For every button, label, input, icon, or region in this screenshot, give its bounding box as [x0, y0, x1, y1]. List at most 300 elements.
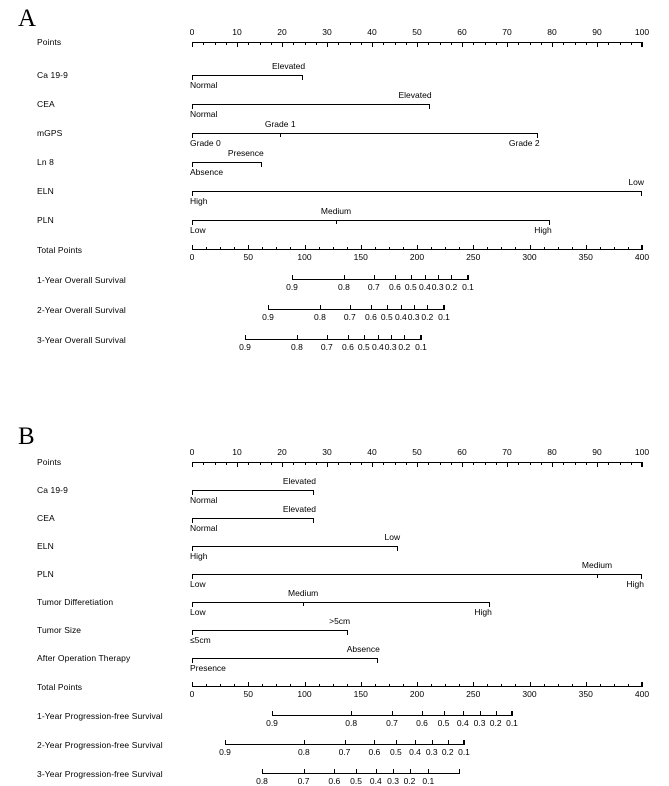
axis-minor-tick [485, 462, 486, 465]
prob-tick [348, 335, 349, 340]
prob-tick-label: 0.6 [365, 312, 377, 322]
prob-tick [404, 335, 405, 340]
level-label: Low [190, 579, 206, 589]
axis-minor-tick [226, 42, 227, 45]
axis-minor-tick [631, 462, 632, 465]
prob-tick [414, 305, 415, 310]
axis-minor-tick [600, 684, 601, 687]
prob-tick [292, 275, 293, 280]
prob-tick-label: 0.1 [438, 312, 450, 322]
prob-tick [396, 740, 397, 745]
axis-tick-label: 250 [466, 689, 481, 699]
prob-tick-label: 0.7 [338, 747, 351, 757]
prob-tick-label: 0.7 [343, 312, 356, 322]
prob-tick-label: 0.5 [357, 342, 370, 352]
level-label: Medium [288, 588, 319, 598]
axis-minor-tick [628, 247, 629, 250]
prob-tick-label: 0.3 [425, 747, 438, 757]
axis-3-year-overall-survival [245, 335, 421, 340]
prob-tick [320, 305, 321, 310]
axis-minor-tick [575, 462, 576, 465]
prob-tick [448, 740, 449, 745]
axis-minor-tick [361, 42, 362, 45]
axis-minor-tick [316, 42, 317, 45]
row-label-1-year-progression-free-survival: 1-Year Progression-free Survival [37, 711, 163, 721]
axis-minor-tick [276, 684, 277, 687]
prob-tick-label: 0.9 [286, 282, 298, 292]
prob-tick-label: 0.4 [369, 776, 382, 786]
axis-tick-label: 90 [592, 447, 602, 457]
axis-major-tick [282, 462, 283, 467]
axis-major-tick [586, 245, 587, 250]
level-tick [303, 602, 304, 606]
axis-tick-label: 0 [189, 252, 195, 262]
axis-tick-label: 80 [547, 27, 557, 37]
axis-minor-tick [350, 42, 351, 45]
prob-tick-label: 0.9 [262, 312, 274, 322]
row-label-cea: CEA [37, 513, 55, 523]
axis-major-tick [642, 245, 643, 250]
level-tick [280, 133, 281, 137]
axis-minor-tick [541, 42, 542, 45]
axis-minor-tick [347, 247, 348, 250]
axis-major-tick [642, 682, 643, 687]
axis-tick-label: 100 [297, 252, 312, 262]
axis-minor-tick [226, 462, 227, 465]
axis-tick-label: 0 [189, 447, 195, 457]
axis-tick-label: 90 [592, 27, 602, 37]
prob-tick-label: 0.1 [415, 342, 427, 352]
axis-minor-tick [403, 247, 404, 250]
prob-tick-label: 0.2 [403, 776, 416, 786]
prob-tick [297, 335, 298, 340]
prob-tick [356, 769, 357, 774]
level-label: High [190, 551, 208, 561]
axis-minor-tick [383, 462, 384, 465]
prob-tick-label: 0.9 [266, 718, 278, 728]
axis-minor-tick [586, 42, 587, 45]
axis-minor-tick [541, 462, 542, 465]
axis-minor-tick [271, 42, 272, 45]
prob-tick-label: 0.7 [297, 776, 310, 786]
prob-tick-label: 0.6 [389, 282, 401, 292]
axis-minor-tick [395, 462, 396, 465]
prob-tick-label: 0.5 [389, 747, 402, 757]
row-label-points: Points [37, 457, 62, 467]
axis-minor-tick [530, 42, 531, 45]
axis-minor-tick [375, 247, 376, 250]
prob-tick-label: 0.5 [350, 776, 362, 786]
axis-minor-tick [451, 462, 452, 465]
axis-minor-tick [459, 247, 460, 250]
row-label-3-year-overall-survival: 3-Year Overall Survival [37, 335, 126, 345]
axis-minor-tick [518, 42, 519, 45]
level-label: Presence [190, 663, 226, 673]
axis-tick-label: 70 [502, 27, 512, 37]
prob-tick-label: 0.1 [458, 747, 470, 757]
axis-tick-label: 60 [457, 27, 467, 37]
prob-tick-label: 0.8 [345, 718, 358, 728]
prob-tick-label: 0.6 [342, 342, 354, 352]
axis-major-tick [462, 462, 463, 467]
axis-major-tick [642, 462, 643, 467]
axis-pln [192, 574, 642, 579]
row-label-3-year-progression-free-survival: 3-Year Progression-free Survival [37, 769, 163, 779]
axis-minor-tick [206, 684, 207, 687]
prob-tick-label: 0.1 [506, 718, 518, 728]
prob-tick [378, 335, 379, 340]
prob-tick [496, 711, 497, 716]
axis-tumor-differetiation [192, 602, 490, 607]
axis-minor-tick [558, 247, 559, 250]
axis-minor-tick [333, 247, 334, 250]
row-label-ca-19-9: Ca 19-9 [37, 70, 68, 80]
axis-minor-tick [530, 462, 531, 465]
level-label: Elevated [272, 61, 306, 71]
prob-tick-label: 0.5 [437, 718, 450, 728]
prob-tick [468, 275, 469, 280]
prob-tick [401, 305, 402, 310]
axis-minor-tick [319, 247, 320, 250]
axis-tick-label: 10 [232, 27, 242, 37]
prob-tick [421, 335, 422, 340]
prob-tick [327, 335, 328, 340]
level-label: Normal [190, 523, 218, 533]
axis-3-year-progression-free-survival [262, 769, 460, 774]
axis-major-tick [282, 42, 283, 47]
prob-tick [464, 740, 465, 745]
axis-minor-tick [290, 684, 291, 687]
axis-minor-tick [234, 684, 235, 687]
level-label: Normal [190, 80, 218, 90]
prob-tick [428, 769, 429, 774]
prob-tick [463, 711, 464, 716]
level-label: Grade 1 [264, 119, 296, 129]
level-label: Grade 0 [190, 138, 221, 148]
prob-tick [427, 305, 428, 310]
axis-major-tick [642, 42, 643, 47]
prob-tick-label: 0.3 [407, 312, 420, 322]
axis-major-tick [417, 245, 418, 250]
axis-minor-tick [290, 247, 291, 250]
axis-major-tick [530, 682, 531, 687]
level-label: Low [190, 225, 206, 235]
level-label: Grade 2 [508, 138, 540, 148]
axis-minor-tick [586, 462, 587, 465]
row-label-eln: ELN [37, 541, 54, 551]
axis-tick-label: 20 [277, 27, 287, 37]
prob-tick-label: 0.3 [384, 342, 397, 352]
axis-eln [192, 546, 398, 551]
axis-major-tick [552, 42, 553, 47]
level-label: High [626, 579, 644, 589]
axis-tick-label: 150 [353, 252, 368, 262]
axis-minor-tick [262, 684, 263, 687]
axis-eln [192, 191, 642, 196]
axis-minor-tick [347, 684, 348, 687]
axis-minor-tick [215, 462, 216, 465]
prob-tick-label: 0.4 [371, 342, 384, 352]
axis-minor-tick [220, 684, 221, 687]
axis-minor-tick [403, 684, 404, 687]
axis-minor-tick [544, 247, 545, 250]
row-label-pln: PLN [37, 215, 54, 225]
prob-tick-label: 0.9 [239, 342, 251, 352]
prob-tick [245, 335, 246, 340]
axis-mgps [192, 133, 538, 138]
level-label: Absence [190, 167, 224, 177]
level-label: Elevated [282, 476, 316, 486]
axis-tick-label: 40 [367, 27, 377, 37]
prob-tick [371, 305, 372, 310]
axis-major-tick [586, 682, 587, 687]
axis-tick-label: 300 [522, 689, 537, 699]
prob-tick-label: 0.9 [219, 747, 231, 757]
axis-tick-label: 50 [243, 689, 253, 699]
axis-tick-label: 200 [409, 689, 425, 699]
level-label: >5cm [329, 616, 351, 626]
axis-major-tick [597, 42, 598, 47]
axis-cea [192, 104, 430, 109]
axis-minor-tick [515, 684, 516, 687]
prob-tick [225, 740, 226, 745]
prob-tick [376, 769, 377, 774]
level-tick [336, 220, 337, 224]
axis-tick-label: 100 [634, 27, 650, 37]
level-label: Low [190, 607, 206, 617]
prob-tick [350, 305, 351, 310]
prob-tick-label: 0.8 [297, 747, 310, 757]
prob-tick [387, 305, 388, 310]
level-label: Absence [346, 644, 380, 654]
prob-tick-label: 0.5 [404, 282, 417, 292]
prob-tick-label: 0.1 [422, 776, 435, 786]
axis-major-tick [305, 682, 306, 687]
row-label-after-operation-therapy: After Operation Therapy [37, 653, 131, 663]
axis-major-tick [327, 462, 328, 467]
axis-minor-tick [608, 42, 609, 45]
axis-tick-label: 70 [502, 447, 512, 457]
prob-tick-label: 0.8 [313, 312, 326, 322]
prob-tick [304, 769, 305, 774]
prob-tick [345, 740, 346, 745]
level-label: Medium [581, 560, 613, 570]
row-label-points: Points [37, 37, 62, 47]
axis-minor-tick [316, 462, 317, 465]
prob-tick-label: 0.3 [387, 776, 399, 786]
level-label: High [474, 607, 492, 617]
row-label-2-year-overall-survival: 2-Year Overall Survival [37, 305, 126, 315]
axis-minor-tick [333, 684, 334, 687]
prob-tick [411, 275, 412, 280]
axis-tick-label: 20 [277, 447, 287, 457]
axis-major-tick [597, 462, 598, 467]
axis-major-tick [327, 42, 328, 47]
prob-tick-label: 0.8 [337, 282, 350, 292]
axis-minor-tick [305, 462, 306, 465]
prob-tick [451, 275, 452, 280]
level-label: High [190, 196, 208, 206]
axis-major-tick [462, 42, 463, 47]
axis-minor-tick [305, 42, 306, 45]
axis-major-tick [192, 462, 193, 467]
axis-major-tick [237, 42, 238, 47]
axis-major-tick [305, 245, 306, 250]
axis-major-tick [192, 682, 193, 687]
prob-tick-label: 0.3 [431, 282, 444, 292]
prob-tick-label: 0.4 [409, 747, 421, 757]
axis-tick-label: 400 [634, 252, 650, 262]
prob-tick-label: 0.4 [418, 282, 431, 292]
prob-tick-label: 0.2 [489, 718, 502, 728]
axis-1-year-overall-survival [292, 275, 468, 280]
axis-major-tick [192, 42, 193, 47]
prob-tick [262, 769, 263, 774]
axis-minor-tick [501, 684, 502, 687]
axis-minor-tick [338, 462, 339, 465]
axis-minor-tick [428, 42, 429, 45]
axis-minor-tick [271, 462, 272, 465]
prob-tick [334, 769, 335, 774]
axis-minor-tick [375, 684, 376, 687]
axis-tick-label: 50 [412, 27, 422, 37]
axis-minor-tick [515, 247, 516, 250]
axis-minor-tick [518, 462, 519, 465]
axis-minor-tick [473, 42, 474, 45]
axis-minor-tick [350, 462, 351, 465]
prob-tick-label: 0.6 [328, 776, 341, 786]
prob-tick [272, 711, 273, 716]
axis-tick-label: 0 [189, 27, 195, 37]
row-label-tumor-size: Tumor Size [37, 625, 82, 635]
axis-minor-tick [260, 462, 261, 465]
axis-minor-tick [451, 42, 452, 45]
axis-minor-tick [631, 42, 632, 45]
axis-major-tick [372, 462, 373, 467]
axis-major-tick [361, 245, 362, 250]
row-label-total-points: Total Points [37, 682, 83, 692]
prob-tick [438, 275, 439, 280]
prob-tick [392, 711, 393, 716]
prob-tick-label: 0.2 [441, 747, 454, 757]
prob-tick [351, 711, 352, 716]
axis-minor-tick [600, 247, 601, 250]
axis-minor-tick [440, 462, 441, 465]
axis-major-tick [248, 245, 249, 250]
prob-tick [374, 275, 375, 280]
prob-tick-label: 0.2 [445, 282, 458, 292]
axis-minor-tick [406, 42, 407, 45]
axis-major-tick [473, 245, 474, 250]
axis-tick-label: 400 [634, 689, 650, 699]
level-label: High [534, 225, 552, 235]
prob-tick-label: 0.2 [421, 312, 434, 322]
axis-minor-tick [608, 462, 609, 465]
axis-major-tick [530, 245, 531, 250]
axis-major-tick [507, 42, 508, 47]
prob-tick [344, 275, 345, 280]
prob-tick-label: 0.3 [473, 718, 486, 728]
axis-tick-label: 80 [547, 447, 557, 457]
axis-major-tick [417, 462, 418, 467]
prob-tick-label: 0.4 [456, 718, 469, 728]
axis-tick-label: 30 [322, 27, 332, 37]
level-tick [597, 574, 598, 578]
prob-tick [393, 769, 394, 774]
axis-tick-label: 200 [409, 252, 425, 262]
axis-tick-label: 150 [353, 689, 368, 699]
axis-minor-tick [485, 42, 486, 45]
axis-minor-tick [206, 247, 207, 250]
prob-tick-label: 0.8 [256, 776, 268, 786]
prob-tick [391, 335, 392, 340]
axis-minor-tick [614, 247, 615, 250]
prob-tick [480, 711, 481, 716]
axis-tick-label: 10 [232, 447, 242, 457]
axis-minor-tick [276, 247, 277, 250]
prob-tick [415, 740, 416, 745]
prob-tick [395, 275, 396, 280]
axis-major-tick [192, 245, 193, 250]
axis-minor-tick [203, 462, 204, 465]
axis-minor-tick [248, 462, 249, 465]
axis-minor-tick [558, 684, 559, 687]
axis-major-tick [372, 42, 373, 47]
axis-2-year-overall-survival [268, 305, 444, 310]
level-label: Low [628, 177, 644, 187]
axis-minor-tick [575, 42, 576, 45]
level-label: Elevated [282, 504, 316, 514]
axis-major-tick [361, 682, 362, 687]
axis-minor-tick [361, 462, 362, 465]
axis-tick-label: 50 [412, 447, 422, 457]
panel-letter-A: A [18, 5, 37, 32]
axis-minor-tick [487, 247, 488, 250]
axis-minor-tick [496, 42, 497, 45]
axis-minor-tick [445, 684, 446, 687]
axis-minor-tick [563, 42, 564, 45]
axis-tick-label: 100 [634, 447, 650, 457]
prob-tick [410, 769, 411, 774]
axis-minor-tick [248, 42, 249, 45]
axis-minor-tick [572, 684, 573, 687]
axis-minor-tick [501, 247, 502, 250]
axis-major-tick [417, 42, 418, 47]
row-label-pln: PLN [37, 569, 54, 579]
axis-minor-tick [395, 42, 396, 45]
axis-tick-label: 50 [243, 252, 253, 262]
axis-major-tick [507, 462, 508, 467]
axis-tick-label: 350 [578, 252, 593, 262]
prob-tick-label: 0.8 [290, 342, 303, 352]
prob-tick [425, 275, 426, 280]
axis-minor-tick [293, 462, 294, 465]
axis-minor-tick [428, 462, 429, 465]
level-label: Medium [320, 206, 352, 216]
level-label: Low [384, 532, 401, 542]
axis-minor-tick [262, 247, 263, 250]
prob-tick [422, 711, 423, 716]
panel-letter-B: B [18, 423, 35, 450]
level-label: Presence [227, 148, 264, 158]
axis-minor-tick [319, 684, 320, 687]
prob-tick-label: 0.6 [416, 718, 428, 728]
axis-minor-tick [563, 462, 564, 465]
prob-tick [432, 740, 433, 745]
row-label-2-year-progression-free-survival: 2-Year Progression-free Survival [37, 740, 163, 750]
axis-minor-tick [383, 42, 384, 45]
prob-tick-label: 0.4 [394, 312, 407, 322]
